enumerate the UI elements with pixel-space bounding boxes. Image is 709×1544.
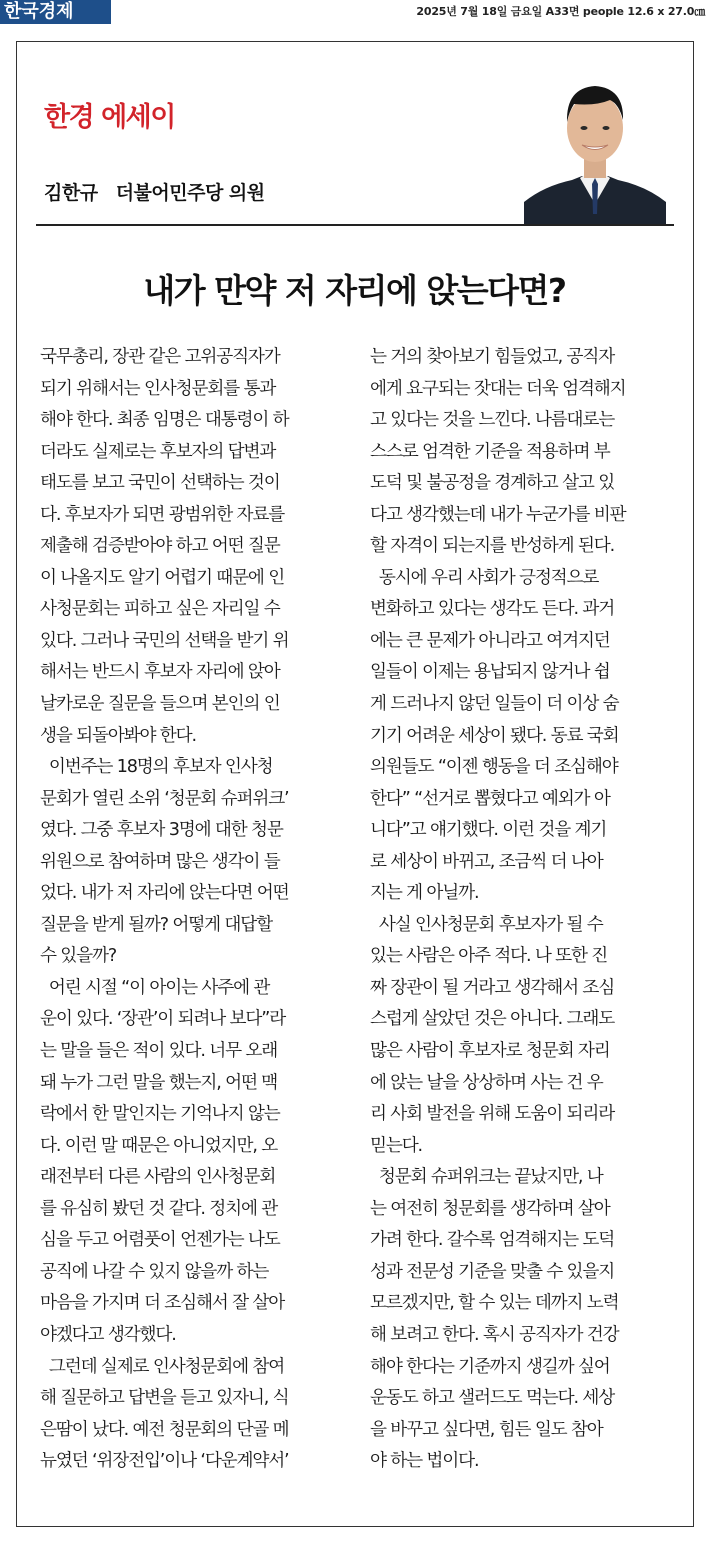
body-line: 니다”고 얘기했다. 이런 것을 계기	[370, 820, 607, 841]
body-line: 을 바꾸고 싶다면, 힘든 일도 참아	[370, 1419, 603, 1440]
body-line: 지는 게 아닐까.	[370, 883, 479, 904]
body-line: 에는 큰 문제가 아니라고 여겨지던	[370, 630, 610, 651]
body-line: 태도를 보고 국민이 선택하는 것이	[40, 473, 280, 494]
body-line: 는 여전히 청문회를 생각하며 살아	[370, 1198, 610, 1219]
body-line: 있다. 그러나 국민의 선택을 받기 위	[40, 630, 289, 651]
body-line: 짜 장관이 될 거라고 생각해서 조심	[370, 977, 615, 998]
body-line: 심을 두고 어렴풋이 언젠가는 나도	[40, 1230, 280, 1251]
body-line: 다. 후보자가 되면 광범위한 자료를	[40, 504, 285, 525]
author-portrait	[524, 74, 666, 224]
body-line: 날카로운 질문을 들으며 본인의 인	[40, 694, 280, 715]
body-line: 도덕 및 불공정을 경계하고 살고 있	[370, 473, 615, 494]
body-line: 많은 사람이 후보자로 청문회 자리	[370, 1041, 610, 1062]
body-line: 질문을 받게 될까? 어떻게 대답할	[40, 914, 272, 935]
body-line: 해서는 반드시 후보자 자리에 앉아	[40, 662, 280, 683]
body-line: 공직에 나갈 수 있지 않을까 하는	[40, 1261, 269, 1282]
publication-info: 2025년 7월 18일 금요일 A33면 people 12.6 x 27.0㎝	[416, 5, 705, 18]
author-name: 김한규	[44, 182, 98, 204]
body-line: 의원들도 “이젠 행동을 더 조심해야	[370, 757, 618, 778]
body-line: 는 거의 찾아보기 힘들었고, 공직자	[370, 347, 615, 367]
body-line: 뉴였던 ‘위장전입’이나 ‘다운계약서’	[40, 1451, 289, 1472]
body-line: 해야 한다는 기준까지 생길까 싶어	[370, 1356, 610, 1377]
body-line: 리 사회 발전을 위해 도움이 되리라	[370, 1104, 615, 1125]
body-line: 모르겠지만, 할 수 있는 데까지 노력	[370, 1293, 619, 1314]
body-line: 그런데 실제로 인사청문회에 참여	[40, 1356, 285, 1377]
byline	[44, 178, 265, 205]
body-line: 되기 위해서는 인사청문회를 통과	[40, 378, 276, 399]
body-line: 국무총리, 장관 같은 고위공직자가	[40, 347, 280, 367]
body-line: 마음을 가지며 더 조심해서 잘 살아	[40, 1293, 285, 1314]
body-line: 락에서 한 말인지는 기억나지 않는	[40, 1104, 280, 1125]
body-line: 기기 어려운 세상이 됐다. 동료 국회	[370, 725, 619, 746]
body-line: 사청문회는 피하고 싶은 자리일 수	[40, 599, 280, 620]
body-line: 가려 한다. 갈수록 엄격해지는 도덕	[370, 1230, 615, 1251]
body-line: 할 자격이 되는지를 반성하게 된다.	[370, 536, 615, 557]
author-affiliation: 더불어민주당 의원	[115, 182, 265, 204]
body-line: 었다. 내가 저 자리에 앉는다면 어떤	[40, 883, 289, 904]
body-line: 생을 되돌아봐야 한다.	[40, 725, 196, 746]
body-line: 위원으로 참여하며 많은 생각이 들	[40, 851, 280, 872]
body-line: 래전부터 다른 사람의 인사청문회	[40, 1167, 276, 1188]
body-line: 동시에 우리 사회가 긍정적으로	[370, 567, 599, 588]
body-line: 제출해 검증받아야 하고 어떤 질문	[40, 536, 280, 557]
header-divider	[36, 224, 674, 226]
body-line: 다. 이런 말 때문은 아니었지만, 오	[40, 1135, 278, 1156]
body-line: 게 드러나지 않던 일들이 더 이상 숨	[370, 694, 619, 715]
body-line: 스스로 엄격한 기준을 적용하며 부	[370, 441, 610, 462]
body-line: 변화하고 있다는 생각도 든다. 과거	[370, 599, 615, 620]
body-column-left	[40, 342, 344, 1478]
body-line: 해 보려고 한다. 혹시 공직자가 건강	[370, 1324, 619, 1345]
body-line: 돼 누가 그런 말을 했는지, 어떤 맥	[40, 1072, 278, 1093]
body-line: 사실 인사청문회 후보자가 될 수	[370, 914, 603, 935]
body-line: 였다. 그중 후보자 3명에 대한 청문	[40, 820, 283, 841]
body-line: 에 앉는 날을 상상하며 사는 건 우	[370, 1072, 603, 1093]
body-line: 고 있다는 것을 느낀다. 나름대로는	[370, 410, 615, 431]
body-line: 운동도 하고 샐러드도 먹는다. 세상	[370, 1388, 615, 1409]
body-line: 야겠다고 생각했다.	[40, 1324, 176, 1345]
body-line: 야 하는 법이다.	[370, 1451, 479, 1472]
body-column-right	[370, 342, 674, 1478]
body-line: 청문회 슈퍼위크는 끝났지만, 나	[370, 1167, 603, 1188]
body-line: 다고 생각했는데 내가 누군가를 비판	[370, 504, 626, 525]
body-line: 운이 있다. ‘장관’이 되려나 보다”라	[40, 1009, 286, 1030]
portrait-illustration	[524, 74, 666, 224]
body-line: 해 질문하고 답변을 듣고 있자니, 식	[40, 1388, 289, 1409]
body-line: 믿는다.	[370, 1135, 422, 1156]
body-line: 수 있을까?	[40, 946, 117, 967]
body-line: 있는 사람은 아주 적다. 나 또한 진	[370, 946, 608, 967]
body-line: 스럽게 살았던 것은 아니다. 그래도	[370, 1009, 615, 1030]
body-line: 를 유심히 봤던 것 같다. 정치에 관	[40, 1198, 278, 1219]
body-line: 일들이 이제는 용납되지 않거나 쉽	[370, 662, 610, 683]
body-line: 에게 요구되는 잣대는 더욱 엄격해지	[370, 378, 626, 399]
body-line: 로 세상이 바뀌고, 조금씩 더 나아	[370, 851, 603, 872]
column-title: 한경 에세이	[44, 102, 175, 133]
body-line: 어린 시절 “이 아이는 사주에 관	[40, 977, 270, 998]
headline: 내가 만약 저 자리에 앉는다면?	[143, 271, 566, 310]
body-line: 해야 한다. 최종 임명은 대통령이 하	[40, 410, 289, 431]
body-line: 은땀이 났다. 예전 청문회의 단골 메	[40, 1419, 289, 1440]
body-line: 는 말을 들은 적이 있다. 너무 오래	[40, 1041, 278, 1062]
newspaper-logo: 한국경제	[0, 0, 111, 24]
body-line: 더라도 실제로는 후보자의 답변과	[40, 441, 276, 462]
body-line: 성과 전문성 기준을 맞출 수 있을지	[370, 1261, 615, 1282]
body-line: 이 나올지도 알기 어렵기 때문에 인	[40, 567, 285, 588]
top-bar	[0, 0, 709, 24]
body-line: 이번주는 18명의 후보자 인사청	[40, 757, 273, 778]
body-line: 문회가 열린 소위 ‘청문회 슈퍼위크’	[40, 788, 289, 809]
body-line: 한다” “선거로 뽑혔다고 예외가 아	[370, 788, 610, 809]
